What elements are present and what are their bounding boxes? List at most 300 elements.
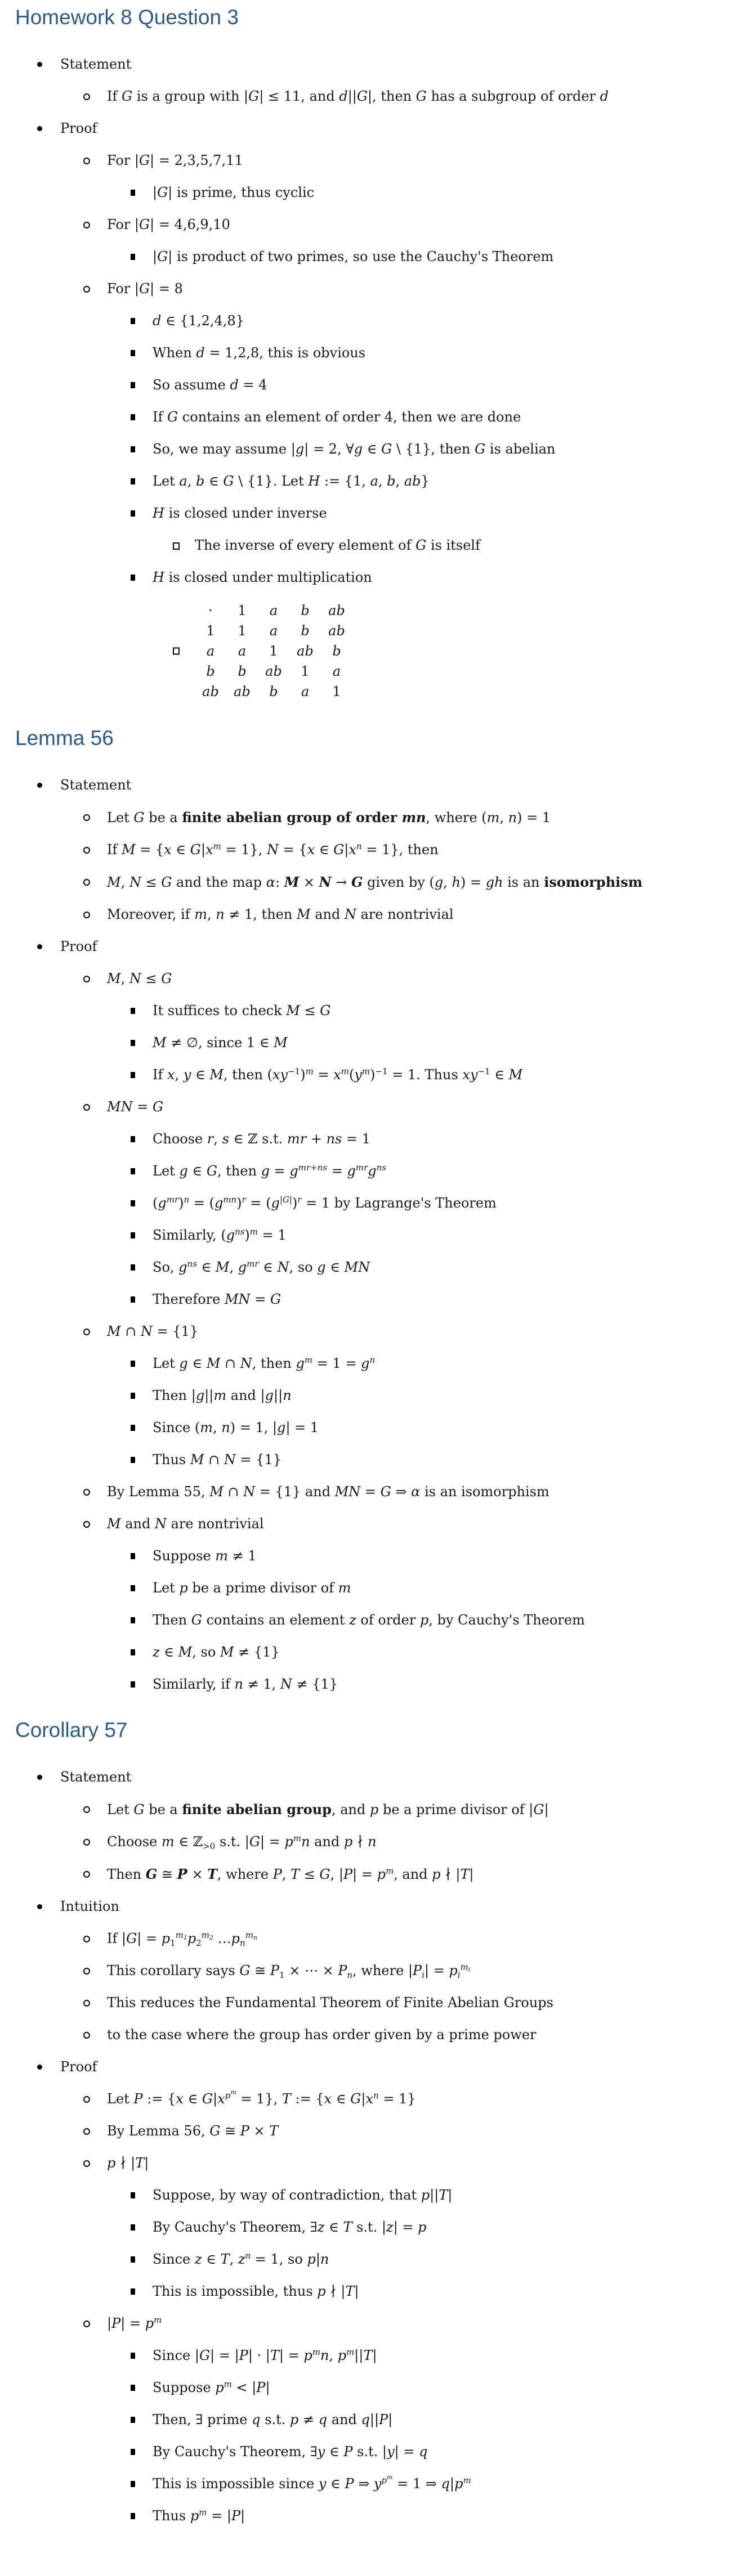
- text-run: ,: [229, 2251, 238, 2267]
- text-run: ≠ 1, then: [224, 906, 297, 922]
- text-run: n: [369, 1355, 376, 1365]
- text-run: N: [280, 1676, 292, 1692]
- text-run: ,: [120, 971, 129, 986]
- text-run: s: [222, 1131, 229, 1147]
- square-bullet-icon: [131, 510, 135, 517]
- item-text: [107, 1866, 474, 1882]
- text-run: | =: [393, 2219, 418, 2235]
- text-run: y: [317, 2444, 325, 2460]
- text-run: are nontrivial: [356, 906, 454, 922]
- text-run: G: [133, 810, 145, 825]
- disc-bullet-icon: [37, 1775, 42, 1780]
- text-run: ∩: [204, 1452, 224, 1467]
- text-run: |: [372, 2348, 377, 2363]
- table-cell: ab: [265, 663, 282, 679]
- text-run: p: [421, 2187, 430, 2203]
- text-run: P: [177, 1866, 187, 1882]
- square-bullet-icon: [131, 2385, 135, 2391]
- text-run: m: [305, 1066, 314, 1076]
- text-run: When: [153, 345, 196, 361]
- text-run: T: [460, 1866, 470, 1882]
- square-bullet-icon: [131, 1232, 135, 1238]
- multiplication-table: [195, 600, 352, 702]
- list-item: [0, 905, 751, 924]
- text-run: M: [178, 1644, 193, 1660]
- text-run: This corollary says: [107, 1963, 240, 1978]
- text-run: , then: [217, 1163, 261, 1179]
- text-run: =: [270, 1163, 290, 1179]
- circle-bullet-icon: [83, 1936, 90, 1942]
- item-text: [153, 1420, 319, 1435]
- list-item: [0, 841, 751, 859]
- text-run: G: [161, 971, 172, 986]
- text-run: T: [439, 2187, 448, 2203]
- item-text: [153, 345, 365, 361]
- text-run: ∈: [187, 1163, 207, 1179]
- text-run: x: [164, 842, 172, 858]
- text-run: ∈: [326, 2476, 345, 2492]
- text-run: |: [315, 2251, 320, 2267]
- list-item: [0, 2218, 751, 2237]
- text-run: a: [179, 473, 187, 489]
- item-text: [107, 1099, 163, 1115]
- text-run: G: [133, 1802, 145, 1817]
- text-run: ): [292, 1195, 298, 1211]
- item-text: [107, 2155, 149, 2171]
- list-item: [0, 2346, 751, 2365]
- text-run: , by Cauchy's Theorem: [428, 1612, 585, 1628]
- text-run: , and: [394, 1866, 432, 1882]
- item-text: [153, 1644, 280, 1660]
- text-run: Let: [153, 1356, 180, 1371]
- text-run: 2: [196, 1938, 202, 1948]
- text-run: M: [107, 1516, 121, 1532]
- item-text: [153, 1452, 281, 1467]
- item-text: [153, 1388, 292, 1403]
- table-cell: 1: [238, 623, 247, 639]
- text-run: n: [301, 1834, 310, 1850]
- list-item: [0, 1994, 751, 2012]
- section-title: Corollary 57: [15, 1718, 128, 1742]
- text-run: Let: [153, 1580, 180, 1596]
- text-run: |: [265, 2380, 270, 2395]
- text-run: p: [317, 2283, 326, 2299]
- text-run: P: [231, 2508, 241, 2524]
- list-item: [0, 376, 751, 394]
- text-run: G: [248, 88, 260, 104]
- text-run: , then (: [223, 1067, 272, 1083]
- text-run: x: [167, 1067, 175, 1083]
- list-item: [0, 1547, 751, 1565]
- text-run: N: [140, 1323, 153, 1339]
- text-run: G: [199, 2348, 211, 2363]
- text-run: P: [239, 2348, 248, 2363]
- text-run: G: [122, 88, 133, 104]
- text-run: ,: [499, 810, 508, 825]
- text-run: P: [343, 1866, 353, 1882]
- text-run: G: [223, 473, 234, 489]
- text-run: p: [343, 1834, 353, 1850]
- list-item: [0, 1483, 751, 1501]
- text-run: G: [381, 441, 392, 457]
- text-run: ∈: [258, 1259, 278, 1275]
- text-run: Let: [107, 1802, 134, 1817]
- text-run: is an isomorphism: [420, 1484, 549, 1500]
- circle-bullet-icon: [83, 222, 90, 228]
- text-run: T: [220, 2251, 230, 2267]
- text-run: m: [249, 1227, 258, 1237]
- item-text: [153, 2251, 329, 2267]
- text-run: g: [195, 1388, 205, 1403]
- text-run: p: [369, 1802, 379, 1817]
- item-text: [107, 842, 439, 858]
- text-run: and |: [226, 1388, 265, 1403]
- list-item: [0, 2378, 751, 2397]
- item-text: [107, 1484, 549, 1500]
- text-run: d: [600, 88, 609, 104]
- text-run: | · |: [248, 2348, 270, 2363]
- text-run: ,: [213, 1131, 222, 1147]
- list-item: [0, 2443, 751, 2461]
- text-run: N: [240, 1356, 252, 1371]
- text-run: ≠: [298, 2412, 319, 2427]
- text-run: are nontrivial: [166, 1516, 264, 1532]
- text-run: g: [226, 1227, 235, 1243]
- text-run: Similarly, (: [153, 1227, 226, 1243]
- text-run: | = 2, ∀: [304, 441, 354, 457]
- text-run: |G|: [279, 1195, 292, 1205]
- text-run: G: [157, 185, 168, 200]
- text-run: ×: [249, 2123, 270, 2139]
- text-run: Suppose: [153, 2380, 216, 2395]
- text-run: q: [419, 2444, 428, 2460]
- text-run: ) = 1, |: [230, 1420, 278, 1435]
- text-run: has a subgroup of order: [426, 88, 600, 104]
- item-text: [107, 1323, 198, 1339]
- text-run: ||: [430, 2187, 439, 2203]
- text-run: P: [338, 1963, 347, 1978]
- square-bullet-icon: [131, 414, 135, 420]
- table-cell: b: [332, 643, 341, 659]
- disc-bullet-icon: [37, 783, 42, 788]
- text-run: |: [153, 249, 158, 264]
- text-run: T: [290, 1866, 300, 1882]
- list-item: [0, 1098, 751, 1116]
- text-run: Proof: [60, 120, 97, 136]
- text-run: M: [107, 874, 121, 890]
- item-text: [153, 1067, 522, 1083]
- text-run: Since: [153, 2251, 195, 2267]
- list-item: [0, 1130, 751, 1148]
- text-run: P: [345, 2476, 354, 2492]
- list-item: [0, 2250, 751, 2269]
- text-run: x: [324, 2091, 332, 2107]
- item-text: [60, 2059, 97, 2075]
- text-run: M: [274, 1035, 288, 1051]
- list-item: [0, 1929, 751, 1948]
- table-cell: 1: [301, 663, 310, 679]
- text-run: G: [475, 441, 486, 457]
- text-run: G: [202, 2091, 213, 2107]
- text-run: d: [196, 345, 205, 361]
- text-run: For |: [107, 152, 139, 168]
- text-run: z: [386, 2219, 394, 2235]
- item-text: [107, 2027, 537, 2043]
- list-item: [0, 1162, 751, 1181]
- table-cell: ab: [328, 623, 345, 639]
- square-bullet-icon: [131, 1361, 135, 1367]
- text-run: x: [333, 1067, 341, 1083]
- text-run: × ⋯ ×: [284, 1963, 338, 1978]
- text-run: ,: [212, 1420, 222, 1435]
- list-item: [0, 2314, 751, 2333]
- text-run: m: [338, 1580, 351, 1596]
- text-run: | =: [260, 1834, 285, 1850]
- item-text: [107, 1963, 470, 1978]
- text-run: y: [373, 2476, 382, 2492]
- text-run: r: [242, 1195, 246, 1205]
- list-item: [0, 1322, 751, 1341]
- text-run: Let: [153, 1163, 180, 1179]
- list-item: [0, 2507, 751, 2525]
- list-item: [0, 440, 751, 459]
- list-item: [0, 87, 751, 106]
- square-bullet-icon: [131, 2513, 135, 2519]
- text-run: m: [213, 841, 221, 851]
- text-run: finite abelian group of order: [182, 809, 402, 825]
- text-run: P: [240, 2123, 249, 2139]
- text-run: y: [183, 1067, 191, 1083]
- item-text: [60, 777, 131, 793]
- section-title: Homework 8 Question 3: [15, 6, 239, 29]
- text-run: = 4: [238, 377, 267, 393]
- list-item: [0, 504, 751, 523]
- list-item: [0, 1419, 751, 1437]
- square-bullet-icon: [131, 1649, 135, 1655]
- text-run: ∈: [204, 473, 223, 489]
- text-run: N: [344, 906, 356, 922]
- text-run: | =: [424, 1963, 449, 1978]
- item-text: [107, 971, 172, 986]
- text-run: x: [217, 2091, 225, 2107]
- text-run: H: [153, 569, 164, 585]
- item-text: [107, 1931, 257, 1946]
- item-text: [153, 1163, 386, 1179]
- text-run: ⇒: [391, 1484, 412, 1500]
- text-run: T: [269, 2123, 279, 2139]
- table-row: [195, 621, 352, 641]
- text-run: M: [206, 1356, 221, 1371]
- text-run: ,: [378, 473, 387, 489]
- disc-bullet-icon: [37, 2065, 42, 2070]
- text-run: m: [341, 1066, 349, 1076]
- table-cell: ab: [202, 684, 219, 699]
- text-run: N: [243, 1484, 256, 1500]
- text-run: ∈: [187, 1356, 207, 1371]
- square-bullet-icon: [131, 350, 135, 356]
- text-run: g: [265, 1388, 274, 1403]
- circle-bullet-icon: [83, 286, 90, 293]
- text-run: = {1}: [152, 1323, 199, 1339]
- text-run: G: [356, 88, 368, 104]
- list-item: [0, 151, 751, 170]
- text-run: g: [295, 441, 305, 457]
- list-item: [0, 1002, 751, 1020]
- text-run: +: [306, 1131, 327, 1147]
- text-run: ∤ |: [440, 1866, 461, 1882]
- text-run: Proof: [60, 939, 97, 954]
- text-run: G: [333, 842, 345, 858]
- square-bullet-icon: [131, 1393, 135, 1399]
- circle-bullet-icon: [83, 2128, 90, 2135]
- text-run: P: [133, 2091, 143, 2107]
- text-run: = 1: [258, 1227, 287, 1243]
- text-run: ∤ |: [115, 2155, 136, 2171]
- text-run: y: [318, 2476, 327, 2492]
- text-run: Thus: [153, 1452, 190, 1467]
- text-run: d: [339, 88, 348, 104]
- text-run: ∈: [159, 1644, 178, 1660]
- text-run: ,: [281, 1866, 291, 1882]
- list-item: [0, 472, 751, 491]
- table-cell: ab: [297, 643, 314, 659]
- item-text: [153, 1259, 370, 1275]
- text-run: T: [135, 2155, 145, 2171]
- text-run: This reduces the Fundamental Theorem of Finite Abelian Groups: [107, 1995, 553, 2010]
- text-run: Proof: [60, 2059, 97, 2075]
- text-run: z: [194, 2251, 202, 2267]
- square-bullet-icon: [131, 254, 135, 260]
- item-text: [107, 1995, 553, 2010]
- text-run: z: [317, 2219, 325, 2235]
- text-run: G: [415, 88, 427, 104]
- text-run: 1: [279, 1970, 285, 1980]
- item-text: [153, 249, 553, 264]
- text-run: =: [327, 1163, 347, 1179]
- item-text: [153, 1035, 288, 1051]
- text-run: m: [223, 2379, 232, 2389]
- text-run: is closed under inverse: [164, 505, 327, 521]
- list-item: [0, 2154, 751, 2173]
- item-text: [153, 313, 244, 329]
- text-run: g: [214, 1195, 223, 1211]
- text-run: ∈: [490, 1067, 509, 1083]
- text-run: q: [318, 2412, 328, 2427]
- circle-bullet-icon: [83, 2096, 90, 2103]
- list-item: [0, 1579, 751, 1597]
- circle-bullet-icon: [83, 1806, 90, 1813]
- text-run: g: [434, 874, 444, 890]
- text-run: m: [213, 1388, 227, 1403]
- text-run: p: [231, 1931, 240, 1946]
- list-item: [0, 183, 751, 202]
- text-run: b: [387, 473, 396, 489]
- item-text: [153, 1580, 351, 1596]
- text-run: Let: [107, 2091, 134, 2107]
- item-text: [153, 2187, 452, 2203]
- text-run: mr: [247, 1259, 259, 1269]
- text-run: g: [179, 1163, 188, 1179]
- text-run: M: [209, 1067, 223, 1083]
- text-run: ||: [369, 2412, 379, 2427]
- text-run: If: [153, 1067, 167, 1083]
- text-run: , where: [217, 1866, 273, 1882]
- square-bullet-icon: [131, 190, 135, 196]
- text-run: ns: [376, 1163, 386, 1173]
- text-run: | is product of two primes, so use the Cauchy's Theorem: [168, 249, 554, 264]
- text-run: mn: [223, 1195, 237, 1205]
- text-run: | = 1: [285, 1420, 319, 1435]
- table-cell: a: [238, 643, 247, 659]
- table-row: [195, 600, 352, 621]
- text-run: contains an element of order 4, then we are done: [178, 409, 521, 425]
- circle-bullet-icon: [83, 814, 90, 821]
- item-text: [153, 409, 521, 425]
- square-bullet-icon: [131, 2353, 135, 2359]
- item-text: [153, 2219, 427, 2235]
- list-item: [0, 2090, 751, 2108]
- text-run: m: [293, 1833, 302, 1843]
- text-run: −1: [477, 1066, 490, 1076]
- text-run: s.t. |: [352, 2444, 387, 2460]
- list-item: [0, 776, 751, 795]
- square-bullet-icon: [131, 1040, 135, 1046]
- item-text: [107, 88, 609, 104]
- text-run: :: [275, 874, 284, 890]
- text-run: g: [347, 1163, 356, 1179]
- text-run: MN: [224, 1291, 251, 1307]
- text-run: ||: [204, 1388, 214, 1403]
- text-run: ∤ |: [325, 2283, 346, 2299]
- text-run: \ {1}. Let: [234, 473, 309, 489]
- text-run: d: [153, 313, 162, 329]
- text-run: T: [343, 2219, 352, 2235]
- text-run: is itself: [426, 537, 480, 553]
- list-item: [0, 1034, 751, 1052]
- text-run: G: [209, 2123, 221, 2139]
- text-run: ): [244, 1227, 250, 1243]
- text-run: := {: [290, 2091, 324, 2107]
- text-run: ∈: [315, 842, 334, 858]
- text-run: Statement: [60, 777, 132, 793]
- text-run: m: [215, 1548, 228, 1564]
- item-text: [153, 2444, 427, 2460]
- text-run: = {: [135, 842, 164, 858]
- list-item: [0, 1800, 751, 1819]
- table-cell: b: [269, 684, 278, 699]
- text-run: ≠ 1,: [243, 1676, 280, 1692]
- square-bullet-icon: [131, 1168, 135, 1174]
- circle-bullet-icon: [83, 912, 90, 918]
- text-run: G: [320, 1003, 331, 1018]
- text-run: Then, ∃ prime: [153, 2412, 252, 2427]
- text-run: | = |: [210, 2348, 239, 2363]
- square-bullet-icon: [131, 1585, 135, 1591]
- item-text: [153, 1003, 330, 1018]
- list-item: [0, 1386, 751, 1405]
- text-run: G: [145, 1866, 158, 1882]
- text-run: (: [153, 1195, 158, 1211]
- text-run: Let: [107, 810, 134, 825]
- list-item: [0, 1066, 751, 1084]
- item-text: [60, 1769, 131, 1785]
- item-text: [153, 2348, 377, 2363]
- text-run: be a prime divisor of: [187, 1580, 338, 1596]
- list-item: [0, 1643, 751, 1662]
- text-run: N: [277, 1259, 289, 1275]
- text-run: −1: [375, 1066, 388, 1076]
- text-run: g: [361, 1356, 370, 1371]
